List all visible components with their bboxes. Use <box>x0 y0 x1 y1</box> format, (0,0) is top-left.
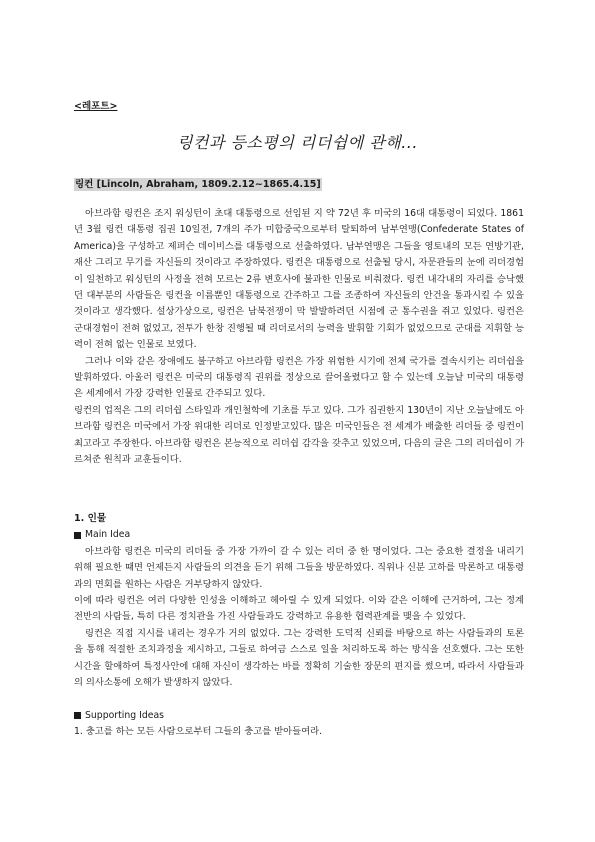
square-bullet-icon <box>74 712 81 719</box>
spacer <box>74 691 524 707</box>
report-tag: <레포트> <box>74 101 118 112</box>
intro-paragraph: 링컨의 업적은 그의 리더쉽 스타일과 개인철학에 기초를 두고 있다. 그가 집권한지 130년이 지난 오늘날에도 아브라함 링컨은 미국에서 가장 위대한 리더로 인정받고있다. 많은 미국인들은 전 세계가 배출한 리더들 중 링컨이 최고라고 주장한다. 아브라함 링컨은 본능적으로 리더쉽 감각을 갖추고 있었으며, 다음의 글은 그의 리더쉽이 가르쳐준 원칙과 교훈들이다. <box>74 404 524 466</box>
supporting-ideas-heading <box>74 708 524 724</box>
intro-section <box>74 206 524 469</box>
section-heading: 1. 인물 <box>74 513 107 524</box>
section-paragraph: 이에 따라 링컨은 여러 다양한 인성을 이해하고 헤아릴 수 있게 되었다. 이와 같은 이해에 근거하여, 그는 정계 전반의 사람들, 특히 다른 정치관을 가진 사람들과도 강력하고 유용한 협력관계를 맺을 수 있었다. <box>74 595 524 623</box>
supporting-item: 1. 충고를 하는 모든 사람으로부터 그들의 충고를 받아들여라. <box>74 726 323 738</box>
main-idea-label: Main Idea <box>85 529 131 541</box>
supporting-ideas-label: Supporting Ideas <box>85 709 164 721</box>
section-paragraph: 링컨은 직접 지시를 내리는 경우가 거의 없었다. 그는 강력한 도덕적 신뢰를 바탕으로 하는 사람들과의 토론을 통해 적절한 조치과정을 제시하고, 그들로 하여금 스스로 일을 처리하도록 하는 방식을 선호했다. 그는 또한 시간을 할애하여 특정사안에 대해 자신이 생각하는 바를 정확히 기술한 장문의 편지를 썼으며, 따라서 사람들과의 의사소통에 오해가 발생하지 않았다. <box>74 627 524 689</box>
intro-paragraph: 아브라함 링컨은 조지 워싱턴이 초대 대통령으로 선임된 지 약 72년 후 미국의 16대 대통령이 되었다. 1861년 3월 링컨 대통령 집권 10일전, 7개의 주가 미합중국으로부터 탈퇴하여 남부연맹(Confederate States of America)을 구성하고 제퍼슨 데이비스를 대통령으로 선출하였다. 남부연맹은 그들을 영토내의 모든 연방기관, 재산 그리고 무기를 자신들의 것이라고 주장하였다. 링컨은 대통령으로 선출될 당시, 자문관들의 눈에 리더경험이 일천하고 워싱턴의 사정을 전혀 모르는 2류 변호사에 불과한 인물로 비춰졌다. 링컨 내각내의 자리를 승낙했던 대부분의 사람들은 링컨을 이름뿐인 대통령으로 간주하고 그를 조종하여 자신들의 안건을 통과시킬 수 있을 것이라고 생각했다. 설상가상으로, 링컨은 남북전쟁이 막 발발하려던 시점에 군 통수권을 쥐고 있었다. 링컨은 군대경험이 전혀 없었고, 전투가 한창 진행될 때 리더로서의 능력을 발휘할 기회가 없었으므로 군대를 지휘할 능력이 전혀 없는 인물로 보였다. <box>74 208 524 351</box>
subject-line: 링컨 [Lincoln, Abraham, 1809.2.12~1865.4.15] <box>75 179 321 190</box>
intro-paragraph: 그러나 이와 같은 장애에도 불구하고 아브라함 링컨은 가장 위험한 시기에 전체 국가를 결속시키는 리더쉽을 발휘하였다. 아울러 링컨은 미국의 대통령직 권위를 정상으로 끌어올렸다고 할 수 있는데 오늘날 미국의 대통령은 세계에서 가장 강력한 인물로 간주되고 있다. <box>74 355 524 400</box>
main-idea-heading <box>74 527 524 543</box>
square-bullet-icon <box>74 532 81 539</box>
section-paragraph: 아브라함 링컨은 미국의 리더들 중 가장 가까이 갈 수 있는 리더 중 한 명이었다. 그는 중요한 결정을 내리기 위해 필요한 때면 언제든지 사람들의 의견을 듣기 위해 그들을 방문하였다. 직위나 신분 고하를 막론하고 대통령과의 면회를 원하는 사람은 거부당하지 않았다. <box>74 545 524 590</box>
document-title: 링컨과 등소평의 리더쉽에 관해... <box>177 133 418 152</box>
section-1 <box>74 511 524 741</box>
